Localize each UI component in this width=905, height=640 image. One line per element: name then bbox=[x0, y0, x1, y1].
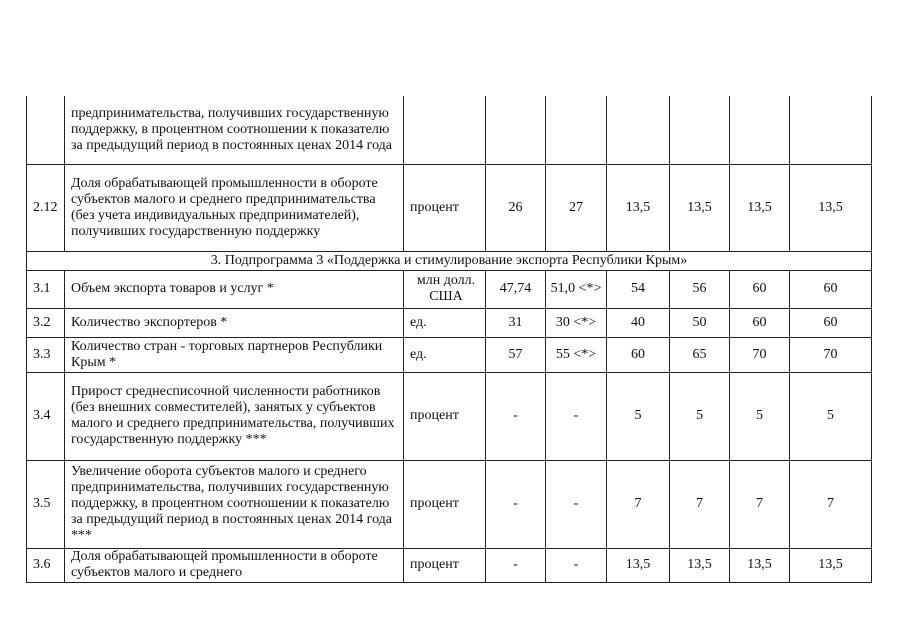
row-number-cell: 3.6 bbox=[27, 548, 65, 582]
value-cell: 5 bbox=[607, 372, 670, 460]
value-cell: 13,5 bbox=[730, 164, 790, 251]
value-cell: 57 bbox=[486, 337, 546, 372]
value-cell: 30 <*> bbox=[546, 308, 607, 337]
value-cell: 13,5 bbox=[730, 548, 790, 582]
row-number-cell: 2.12 bbox=[27, 164, 65, 251]
value-cell: - bbox=[486, 460, 546, 548]
value-cell: - bbox=[486, 548, 546, 582]
indicator-name-cell: Доля обрабатывающей промышленности в обороте субъектов малого и среднего предпринимательства (без учета индивидуальных предпринимателей), получивших государственную поддержку bbox=[65, 164, 404, 251]
row-number-cell bbox=[27, 96, 65, 164]
value-cell: 13,5 bbox=[607, 164, 670, 251]
indicator-name-cell: Прирост среднесписочной численности работников (без внешних совместителей), занятых у субъектов малого и среднего предпринимательства, получивших государственную поддержку *** bbox=[65, 372, 404, 460]
value-cell bbox=[486, 96, 546, 164]
value-cell bbox=[607, 96, 670, 164]
indicator-name-cell: Количество экспортеров * bbox=[65, 308, 404, 337]
row-number-cell: 3.3 bbox=[27, 337, 65, 372]
section-title: 3. Подпрограмма 3 «Поддержка и стимулирование экспорта Республики Крым» bbox=[27, 251, 872, 270]
value-cell: 31 bbox=[486, 308, 546, 337]
indicator-name-cell: Объем экспорта товаров и услуг * bbox=[65, 270, 404, 308]
value-cell: 7 bbox=[670, 460, 730, 548]
value-cell bbox=[790, 96, 872, 164]
value-cell bbox=[730, 96, 790, 164]
value-cell: 40 bbox=[607, 308, 670, 337]
unit-cell: процент bbox=[404, 372, 486, 460]
value-cell: 55 <*> bbox=[546, 337, 607, 372]
value-cell: 70 bbox=[730, 337, 790, 372]
value-cell: 13,5 bbox=[670, 548, 730, 582]
indicators-table bbox=[26, 96, 872, 583]
value-cell: 65 bbox=[670, 337, 730, 372]
value-cell: 54 bbox=[607, 270, 670, 308]
value-cell: 5 bbox=[730, 372, 790, 460]
value-cell: 7 bbox=[607, 460, 670, 548]
value-cell: 50 bbox=[670, 308, 730, 337]
value-cell: 13,5 bbox=[670, 164, 730, 251]
unit-cell: процент bbox=[404, 460, 486, 548]
value-cell: 60 bbox=[790, 308, 872, 337]
value-cell: 60 bbox=[607, 337, 670, 372]
indicator-name-cell: Доля обрабатывающей промышленности в обороте субъектов малого и среднего bbox=[65, 548, 404, 582]
section-header-row bbox=[27, 251, 872, 270]
table-row-continuation bbox=[27, 96, 872, 164]
unit-cell: процент bbox=[404, 548, 486, 582]
value-cell: 7 bbox=[730, 460, 790, 548]
indicator-name-cell: предпринимательства, получивших государственную поддержку, в процентном соотношении к показателю за предыдущий период в постоянных ценах 2014 года bbox=[65, 96, 404, 164]
value-cell: 70 bbox=[790, 337, 872, 372]
table-row-3-2 bbox=[27, 308, 872, 337]
value-cell: 26 bbox=[486, 164, 546, 251]
indicator-name-cell: Количество стран - торговых партнеров Республики Крым * bbox=[65, 337, 404, 372]
value-cell: 5 bbox=[790, 372, 872, 460]
row-number-cell: 3.5 bbox=[27, 460, 65, 548]
value-cell: 13,5 bbox=[790, 164, 872, 251]
value-cell: 13,5 bbox=[607, 548, 670, 582]
value-cell: 5 bbox=[670, 372, 730, 460]
value-cell: - bbox=[546, 372, 607, 460]
value-cell: 56 bbox=[670, 270, 730, 308]
value-cell: 7 bbox=[790, 460, 872, 548]
value-cell bbox=[670, 96, 730, 164]
unit-cell: млн долл. США bbox=[404, 270, 486, 308]
value-cell: - bbox=[486, 372, 546, 460]
unit-cell bbox=[404, 96, 486, 164]
table-row-2-12 bbox=[27, 164, 872, 251]
unit-cell: ед. bbox=[404, 337, 486, 372]
value-cell: 47,74 bbox=[486, 270, 546, 308]
value-cell: 60 bbox=[790, 270, 872, 308]
table-row-3-3 bbox=[27, 337, 872, 372]
value-cell: 51,0 <*> bbox=[546, 270, 607, 308]
unit-cell: процент bbox=[404, 164, 486, 251]
value-cell bbox=[546, 96, 607, 164]
row-number-cell: 3.4 bbox=[27, 372, 65, 460]
value-cell: 13,5 bbox=[790, 548, 872, 582]
table-row-3-1 bbox=[27, 270, 872, 308]
value-cell: 60 bbox=[730, 308, 790, 337]
table-row-3-4 bbox=[27, 372, 872, 460]
table-row-3-5 bbox=[27, 460, 872, 548]
table-row-3-6 bbox=[27, 548, 872, 582]
indicator-name-cell: Увеличение оборота субъектов малого и среднего предпринимательства, получивших государственную поддержку, в процентном соотношении к показателю за предыдущий период в постоянных ценах 2014 года *** bbox=[65, 460, 404, 548]
row-number-cell: 3.2 bbox=[27, 308, 65, 337]
value-cell: - bbox=[546, 460, 607, 548]
value-cell: 60 bbox=[730, 270, 790, 308]
value-cell: - bbox=[546, 548, 607, 582]
unit-cell: ед. bbox=[404, 308, 486, 337]
value-cell: 27 bbox=[546, 164, 607, 251]
row-number-cell: 3.1 bbox=[27, 270, 65, 308]
